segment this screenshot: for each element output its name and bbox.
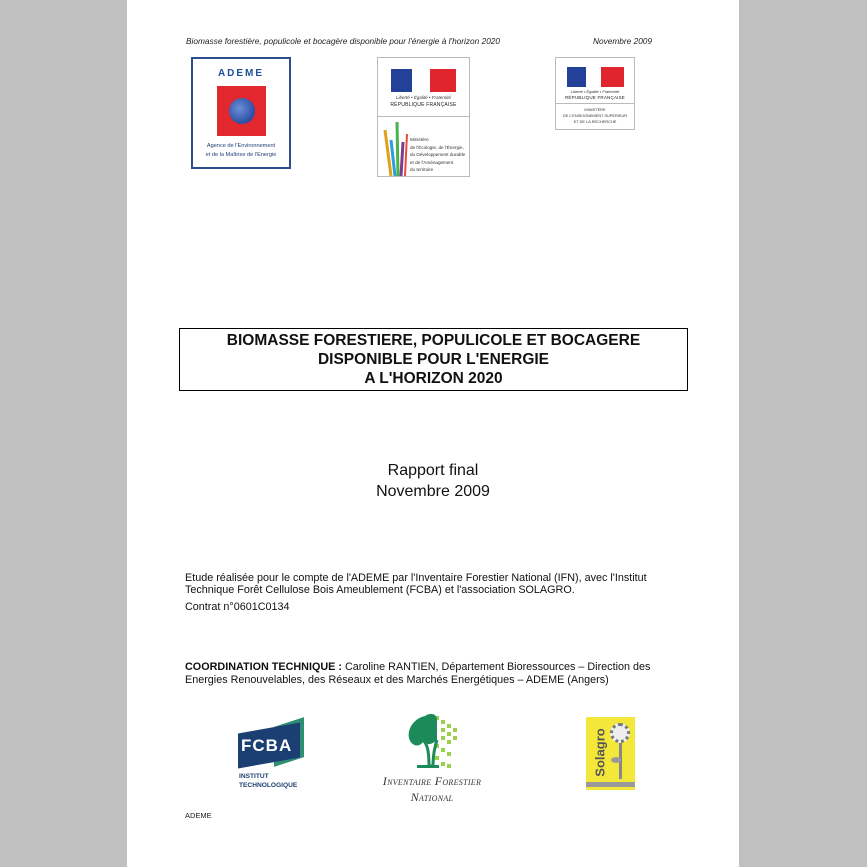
fcba-logo-name: FCBA: [241, 736, 293, 755]
sunflower-leaf: [611, 757, 621, 763]
report-info: [127, 460, 739, 502]
report-type: Rapport final: [387, 462, 479, 479]
ifn-line1: Inventaire Forestier: [382, 774, 482, 788]
fcba-logo: [238, 722, 304, 792]
ministry-line: DE L'ENSEIGNEMENT SUPÉRIEUR: [562, 113, 628, 118]
tree-icon: [405, 710, 465, 772]
running-title: Biomasse forestière, populicole et bocagère disponible pour l'énergie à l'horizon 2020: [186, 36, 501, 46]
fcba-subtitle-line2: TECHNOLOGIQUE: [239, 782, 298, 789]
ground-stripe: [586, 782, 635, 787]
ministry-line: Ministère: [410, 137, 429, 142]
ministry-research-logo: [555, 57, 635, 130]
ministry-line: du territoire: [410, 167, 434, 172]
report-date: Novembre 2009: [376, 483, 490, 500]
footer-text: ADEME: [185, 811, 212, 820]
ministry-ecology-logo: [377, 57, 470, 177]
solagro-logo-name: Solagro: [592, 728, 608, 777]
ministry-line: MINISTÈRE: [584, 107, 606, 112]
ministry-line: ET DE LA RECHERCHE: [573, 119, 617, 124]
solagro-logo: [586, 717, 635, 790]
ademe-logo: [191, 57, 291, 169]
marianne-flag-icon: [567, 67, 624, 87]
ministry-line: du Développement durable: [410, 152, 466, 157]
contract-number: Contrat n°0601C0134: [185, 601, 290, 613]
study-line2: Technique Forêt Cellulose Bois Ameublement (FCBA) et l'association SOLAGRO.: [185, 584, 575, 596]
fcba-logo-subtitle: [239, 772, 297, 790]
document-title: [179, 328, 688, 391]
fcba-subtitle-line1: INSTITUT: [239, 773, 269, 780]
ministry-name: [410, 136, 465, 174]
title-line2: DISPONIBLE POUR L'ENERGIE: [317, 351, 550, 368]
title-line3: A L'HORIZON 2020: [364, 370, 503, 387]
republic-label: RÉPUBLIQUE FRANÇAISE: [390, 102, 457, 108]
coordination-line2: Energies Renouvelables, des Réseaux et des Marchés Energétiques – ADEME (Angers): [185, 674, 609, 686]
sunflower-icon: [610, 723, 630, 743]
colored-lines-icon: [381, 120, 409, 176]
title-line1: BIOMASSE FORESTIERE, POPULICOLE ET BOCAGERE: [226, 332, 641, 349]
ademe-logo-subtitle: [195, 142, 287, 160]
ministry-line: et de l'Aménagement: [410, 159, 454, 165]
header-date: Novembre 2009: [593, 36, 653, 46]
coordination-label: COORDINATION TECHNIQUE :: [185, 661, 342, 673]
marianne-flag-icon: [391, 69, 456, 92]
coordination-line1: [185, 661, 650, 674]
coordination-text: Caroline RANTIEN, Département Bioressources – Direction des: [341, 661, 651, 673]
ademe-red-square: [217, 86, 266, 136]
study-line1: Etude réalisée pour le compte de l'ADEME par l'Inventaire Forestier National (IFN), avec l'Institut: [185, 572, 647, 584]
ademe-subtitle-line2: et de la Maîtrise de l'Energie: [205, 152, 277, 158]
ademe-subtitle-line1: Agence de l'Environnement: [206, 143, 276, 149]
divider: [556, 103, 634, 104]
ministry-line: de l'Écologie, de l'Énergie,: [410, 144, 464, 150]
document-page: [127, 0, 739, 867]
republic-label: RÉPUBLIQUE FRANÇAISE: [564, 95, 625, 100]
ademe-logo-name: ADEME: [217, 68, 265, 79]
ifn-logo: [357, 710, 507, 806]
globe-icon: [229, 98, 255, 124]
ifn-line2: National: [410, 790, 454, 804]
ifn-logo-name: [357, 773, 507, 805]
motto: Liberté • Égalité • Fraternité: [396, 95, 451, 100]
divider: [378, 116, 469, 117]
motto: Liberté • Égalité • Fraternité: [570, 89, 620, 94]
ministry-name: [556, 107, 634, 125]
